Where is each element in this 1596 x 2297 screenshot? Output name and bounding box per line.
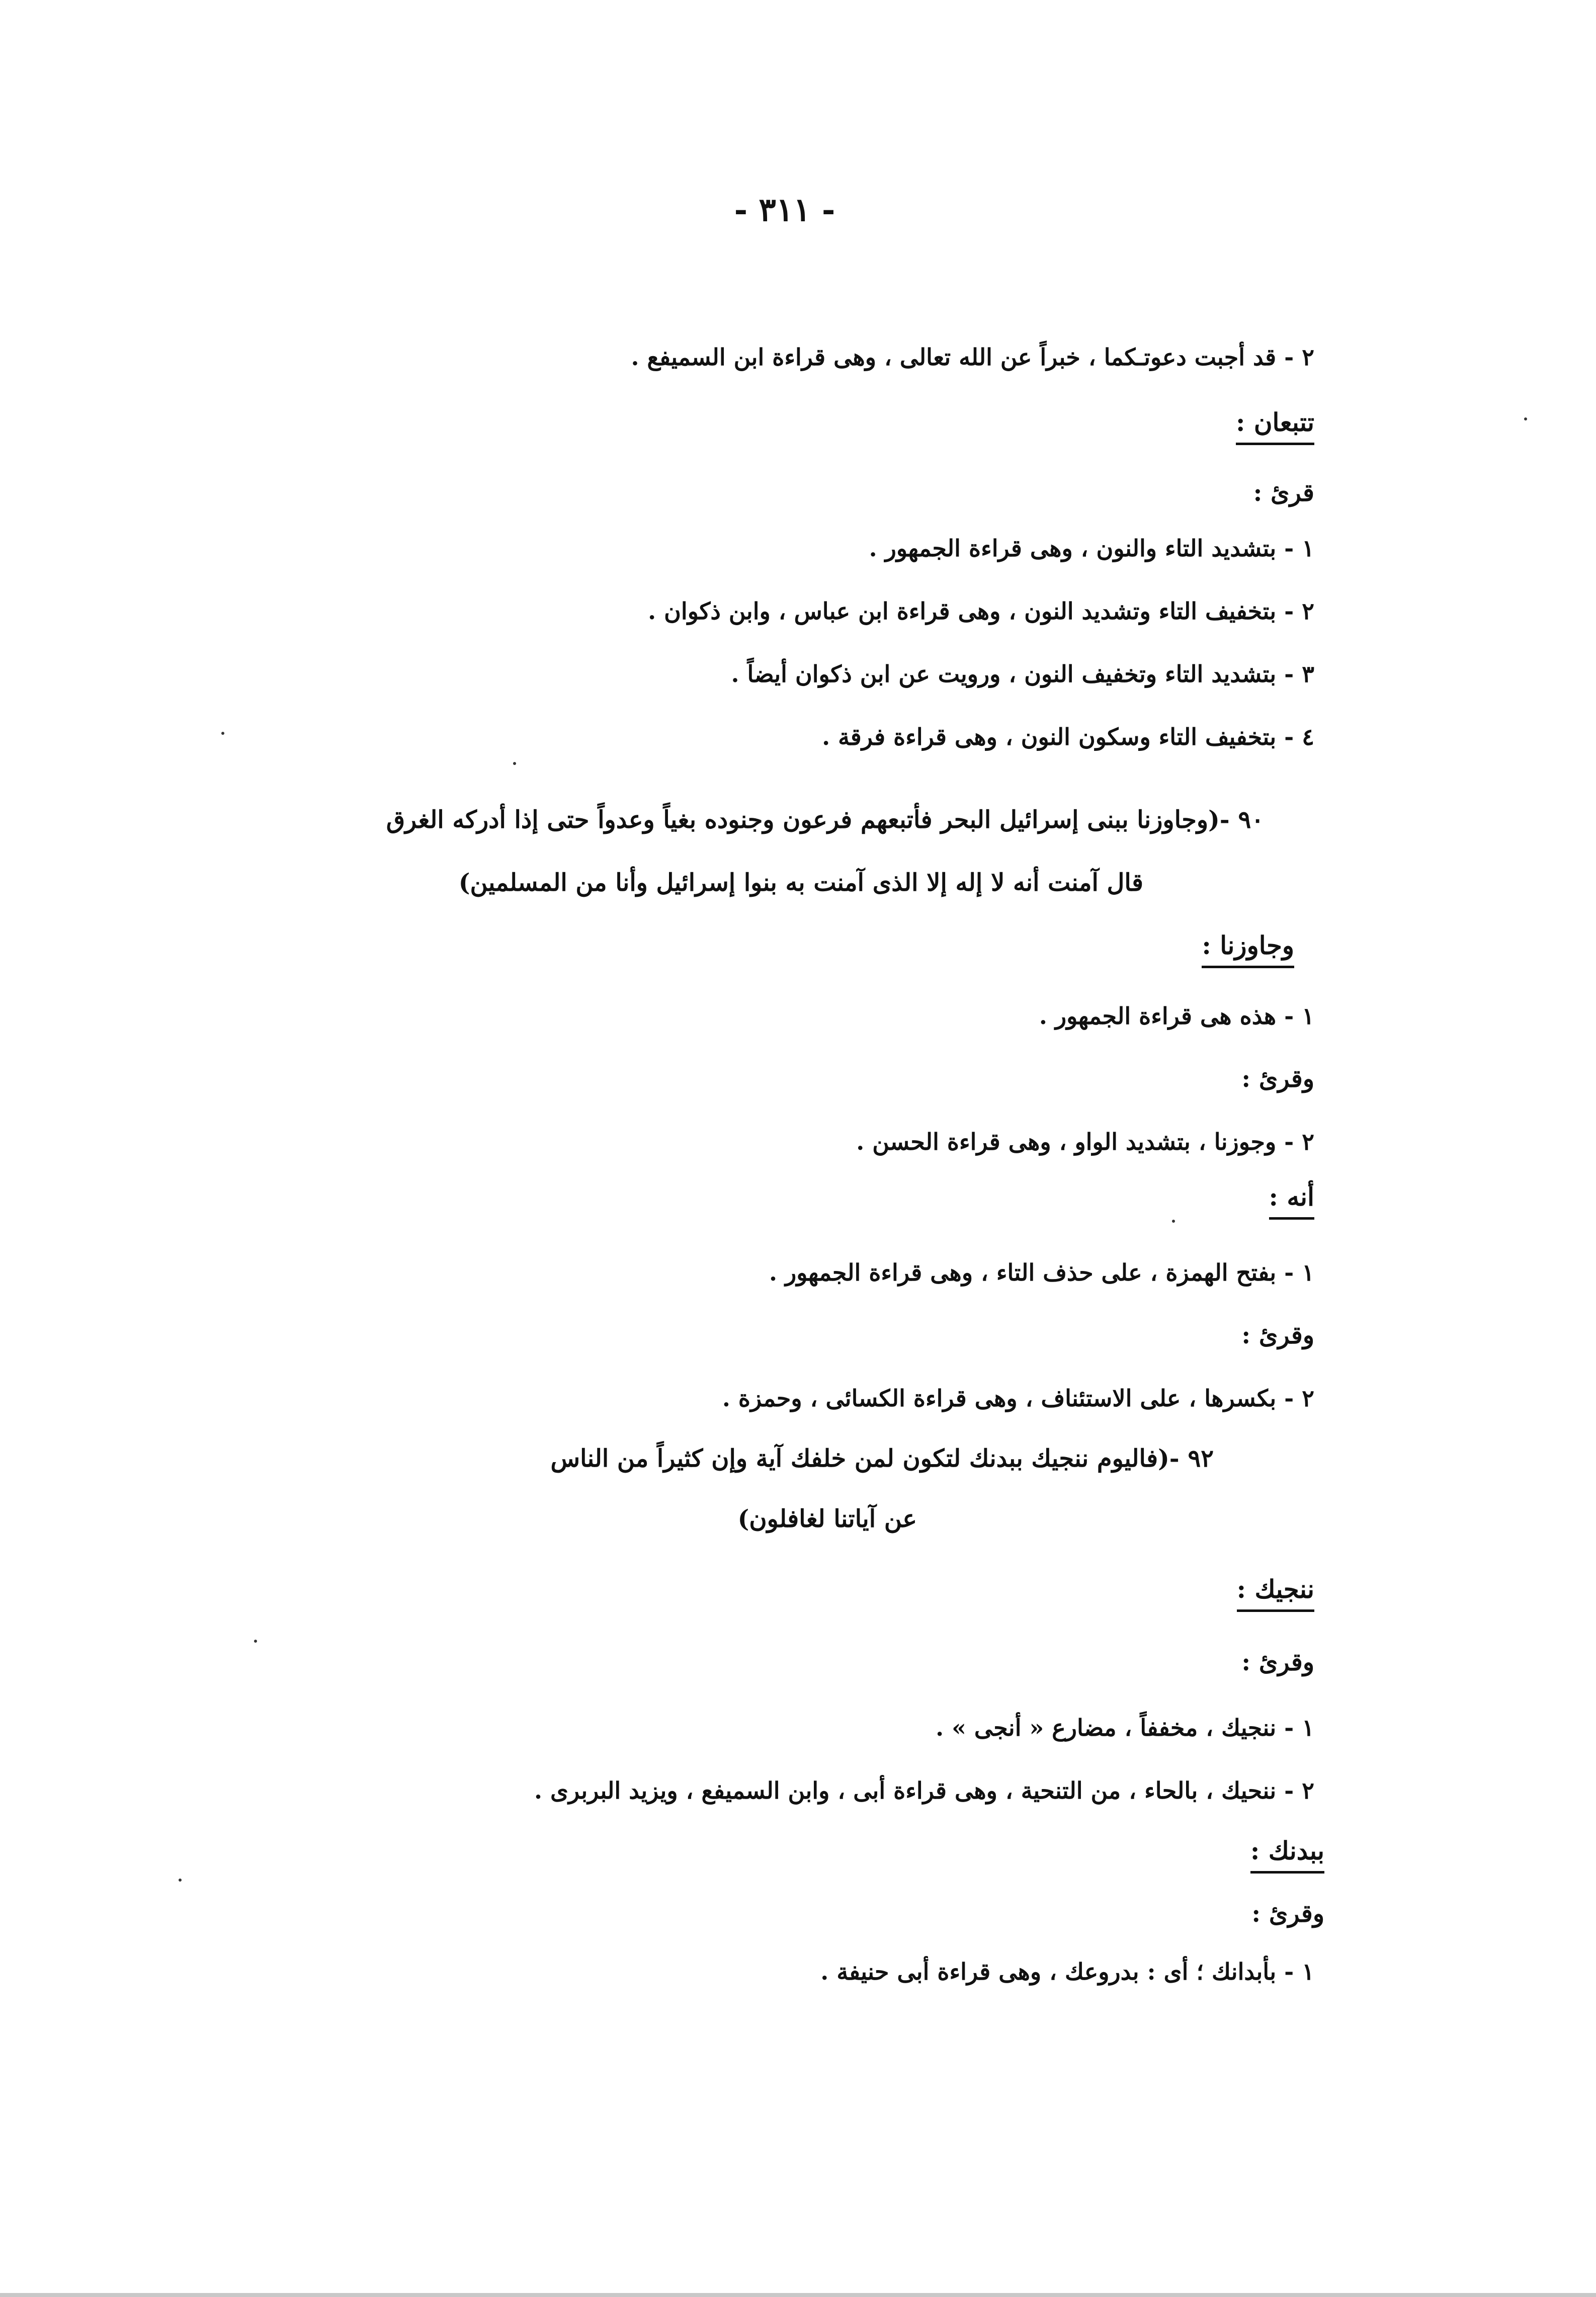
waqurie-label-4: وقرئ : xyxy=(1251,1900,1324,1928)
section-heading-bibadanik: ببدنك : xyxy=(1250,1836,1324,1874)
scan-speck xyxy=(221,732,224,735)
verse-90-line-1: ٩٠ -(وجاوزنا ببنى إسرائيل البحر فأتبعهم فرعون وجنوده بغياً وعدواً حتى إذا أدركه الغرق xyxy=(386,806,1264,834)
section-heading-tatbaan: تتبعان : xyxy=(1236,407,1314,445)
scan-speck xyxy=(179,1879,182,1882)
section-heading-nunajjik: ننجيك : xyxy=(1237,1574,1314,1612)
scan-speck xyxy=(1524,417,1527,420)
waqurie-label-3: وقرئ : xyxy=(1241,1648,1314,1676)
text-line-11: ١ - هذه هى قراءة الجمهور . xyxy=(1039,1002,1314,1030)
verse-90-line-2: قال آمنت أنه لا إله إلا الذى آمنت به بنوا إسرائيل وأنا من المسلمين) xyxy=(458,869,1143,897)
text-line-26: ١ - بأبدانك ؛ أى : بدروعك ، وهى قراءة أبى حنيفة . xyxy=(820,1958,1314,1985)
text-line-5: ٢ - بتخفيف التاء وتشديد النون ، وهى قراءة ابن عباس ، وابن ذكوان . xyxy=(648,598,1314,625)
waqurie-label-1: وقرئ : xyxy=(1241,1065,1314,1093)
text-line-7: ٤ - بتخفيف التاء وسكون النون ، وهى قراءة فرقة . xyxy=(822,723,1314,750)
section-heading-annahu: أنه : xyxy=(1269,1182,1314,1220)
verse-92-line-1: ٩٢ -(فاليوم ننجيك ببدنك لتكون لمن خلفك آية وإن كثيراً من الناس xyxy=(550,1444,1214,1473)
text-line-15: ١ - بفتح الهمزة ، على حذف التاء ، وهى قراءة الجمهور . xyxy=(769,1259,1314,1286)
scan-speck xyxy=(254,1640,257,1643)
text-line-22: ١ - ننجيك ، مخففاً ، مضارع « أنجى » . xyxy=(936,1714,1314,1741)
text-line-1: ٢ - قد أجبت دعوتـكما ، خبراً عن الله تعالى ، وهى قراءة ابن السميفع . xyxy=(631,344,1314,371)
text-line-13: ٢ - وجوزنا ، بتشديد الواو ، وهى قراءة الحسن . xyxy=(856,1128,1314,1155)
section-heading-wajawazna: وجاوزنا : xyxy=(1202,930,1294,968)
verse-92-line-2: عن آياتنا لغافلون) xyxy=(737,1505,917,1533)
scan-speck xyxy=(513,762,516,765)
scan-speck xyxy=(1172,1220,1175,1223)
bottom-edge xyxy=(0,2293,1596,2297)
qurie-label: قرئ : xyxy=(1253,479,1314,507)
page-number: - ٣١١ - xyxy=(734,191,835,229)
text-line-6: ٣ - بتشديد التاء وتخفيف النون ، ورويت عن ابن ذكوان أيضاً . xyxy=(731,660,1314,688)
text-line-23: ٢ - ننحيك ، بالحاء ، من التنحية ، وهى قراءة أبى ، وابن السميفع ، ويزيد البربرى . xyxy=(534,1777,1314,1804)
text-line-17: ٢ - بكسرها ، على الاستئناف ، وهى قراءة الكسائى ، وحمزة . xyxy=(722,1385,1314,1412)
text-line-4: ١ - بتشديد التاء والنون ، وهى قراءة الجمهور . xyxy=(869,535,1314,562)
waqurie-label-2: وقرئ : xyxy=(1241,1321,1314,1349)
